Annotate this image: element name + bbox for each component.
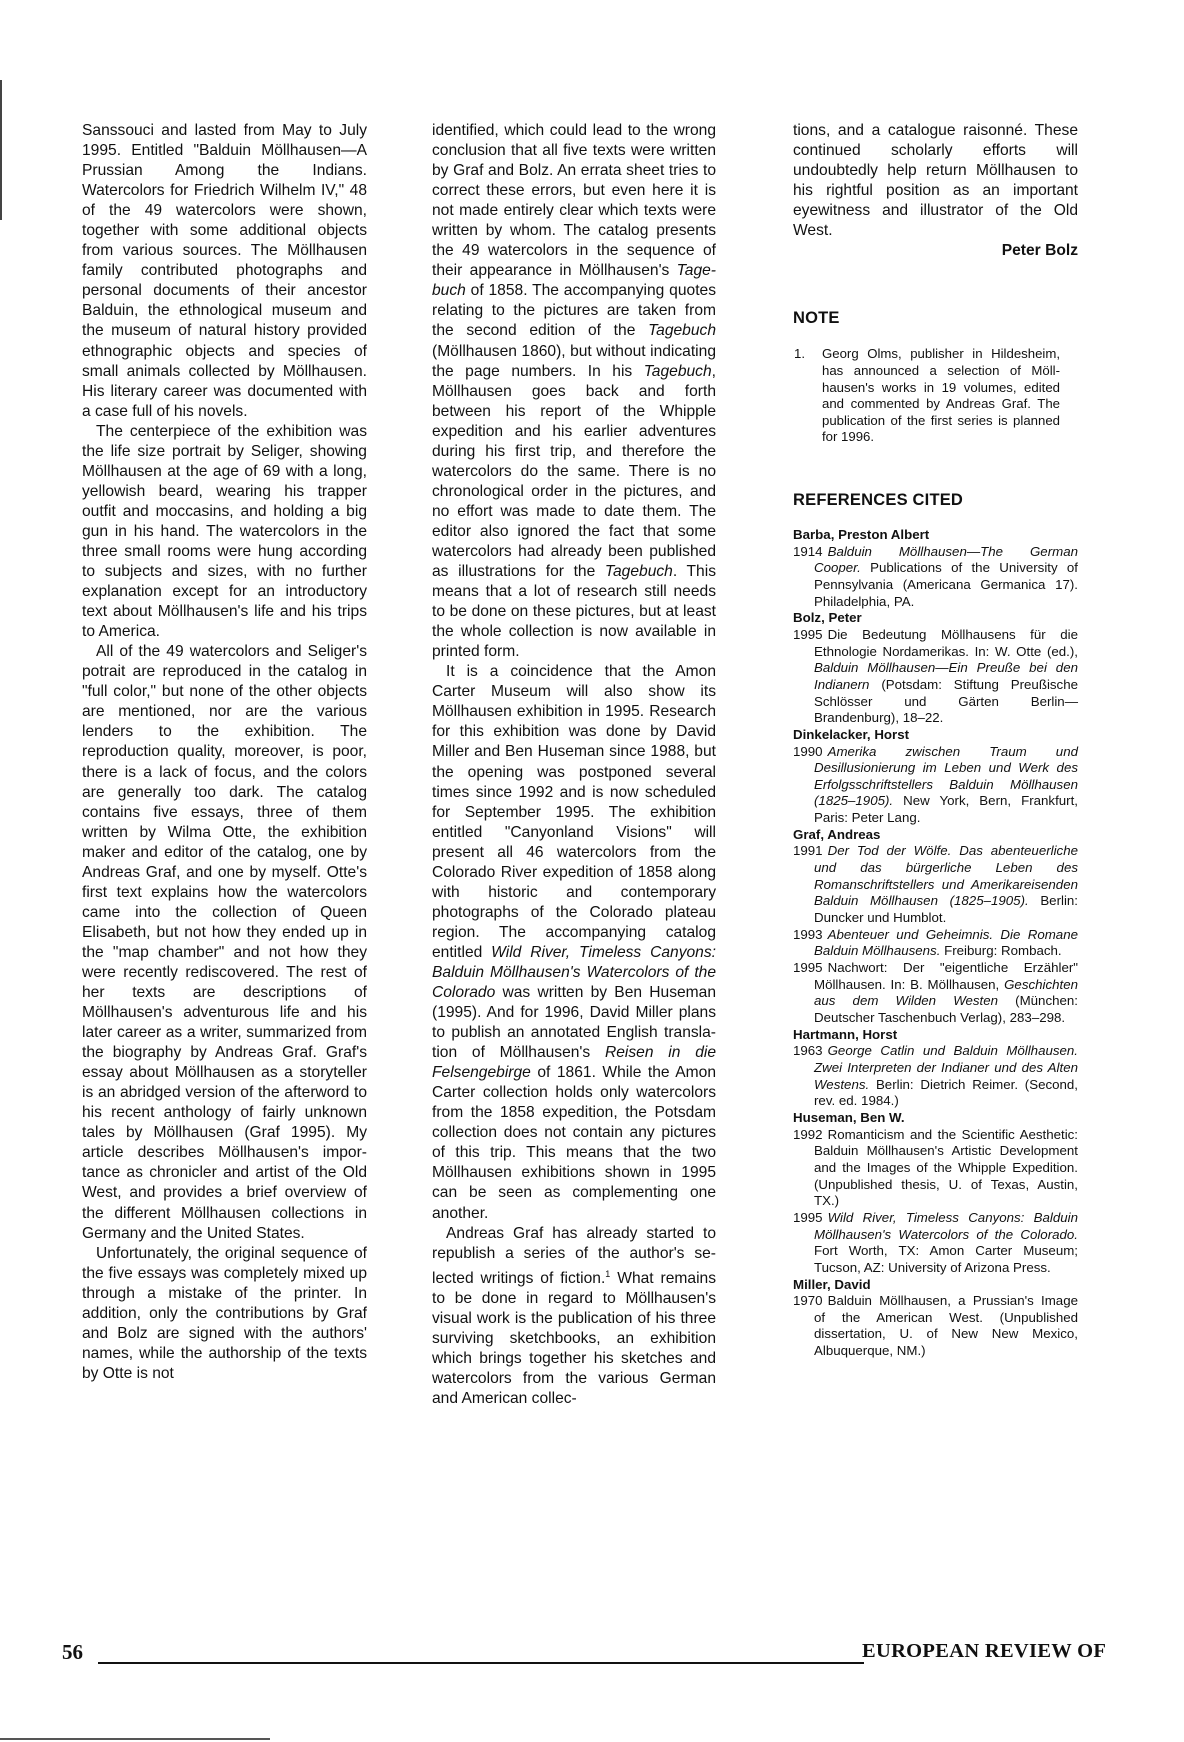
reference-author: Huseman, Ben W. [793,1109,905,1125]
author-signature: Peter Bolz [1001,242,1078,260]
column-1 [82,121,367,1384]
paragraph: tions, and a catalogue raisonné. These continued scholarly efforts will undoubtedly help return Möllhausen to his rightful position as an important eyewitness and illustrator of the Old West. [793,122,1078,240]
references-heading: REFERENCES CITED [793,490,964,509]
column-3 [793,121,1078,1360]
paragraph: The centerpiece of the exhibition was the life size portrait by Seliger, showing Möllhausen at the age of 69 with a long, yellowish beard, wearing his trapper outfit and moccasins, and holding a big gun in his hand. The watercolors in the three small rooms were hung according to subjects and sizes, with no further explanation except for an introductory text about Möllhausen's life and his trips to America. [82,422,367,641]
note-heading: NOTE [793,309,840,328]
reference-entry: 1970 Balduin Möllhausen, a Prussian's Image of the American West. (Unpublished dissertation, U. of New New Mexico, Albuquerque, NM.) [793,1293,1078,1359]
reference-author: Barba, Preston Albert [793,526,930,542]
footnote [793,346,1078,446]
scan-edge-mark [0,1738,270,1740]
paragraph: Sanssouci and lasted from May to July 1995. Entitled "Balduin Möllhausen—A Prussian Among the Indians. Watercolors for Friedrich Wilhelm IV," 48 of the 49 watercolors were shown, together with some additional objects from various sources. The Möllhausen family contributed photographs and personal documents of their ancestor Balduin, the ethnological museum and the museum of natural history provided ethnographic objects and species of small animals collected by Möllhausen. His literary career was documented with a case full of his novels. [82,122,367,420]
reference-entry: 1993 Abenteuer und Geheimnis. Die Romane Balduin Möllhausens. Freiburg: Rombach. [793,926,1078,959]
reference-entry: 1995 Nachwort: Der "eigentliche Erzähler" Möllhausen. In: B. Möllhausen, Geschichten aus dem Wilden Westen (München: Deutscher Taschenbuch Verlag), 283–298. [793,960,1078,1026]
reference-author: Dinkelacker, Horst [793,726,910,742]
paragraph: Unfortunately, the original sequence of the five essays was completely mixed up through a mistake of the printer. In addition, only the contributions by Graf and Bolz are signed with the authors' names, while the authorship of the texts by Otte is not [82,1244,367,1382]
journal-title: EUROPEAN REVIEW OF [862,1640,1107,1662]
paragraph: All of the 49 watercolors and Seliger's potrait are reproduced in the catalog in "full color," but none of the other objects are mentioned, nor are the various lenders to the exhibition. The reproduction quality, moreover, is poor, there is a lack of focus, and the colors are generally too dark. The catalog contains five essays, three of them written by Wilma Otte, the exhibition maker and editor of the catalog, one by Andreas Graf, and one by myself. Otte's first text explains how the watercolors came into the collection of Queen Elisabeth, but not how they ended up in the "map chamber" and not how they were recently rediscovered. The rest of her texts are descriptions of Möllhausen's adventurous life and his later career as a writer, summarized from the biography by Andreas Graf. Graf's essay about Möllhausen as a storyteller is an abridged version of the afterword to his recent anthology of fairly unknown tales by Möllhausen (Graf 1995). My article describes Möllhausen's importance as chronicler and artist of the Old West, and provides a brief overview of the different Möllhausen collections in Germany and the United States. [82,643,367,1242]
page-footer [62,1640,1122,1670]
footnote-text: Georg Olms, publisher in Hildesheim, has announced a selection of Möllhausen's works in 19 volumes, edited and commented by Andreas Graf. The publication of the first series is planned for 1996. [822,346,1060,445]
reference-entry: 1990 Amerika zwischen Traum und Desillusionierung im Leben und Werk des Erfolgsschriftstellers Balduin Möllhausen (1825–1905). New York, Bern, Frankfurt, Paris: Peter Lang. [793,743,1078,826]
reference-author: Bolz, Peter [793,610,862,626]
reference-entry: 1914 Balduin Möllhausen—The German Cooper. Publications of the University of Pennsylvania (Americana Germanica 17). Philadelphia, PA. [793,543,1078,609]
footnote-number: 1. [794,346,805,362]
reference-entry: 1995 Die Bedeutung Möllhausens für die Ethnologie Nordamerikas. In: W. Otte (ed.), Balduin Möllhausen—Ein Preuße bei den Indianern (Potsdam: Stiftung Preußische Schlösser und Gärten Berlin—Brandenburg), 18–22. [793,626,1078,726]
reference-entry: 1992 Romanticism and the Scientific Aesthetic: Balduin Möllhausen's Artistic Development and the Images of the Whipple Expedition. (Unpublished thesis, U. of Texas, Austin, TX.) [793,1126,1078,1209]
paragraph: Andreas Graf has already started to republish a series of the author's selected writings of fiction.$^1$ What remains to be done in regard to Möllhausen's visual work is the publication of his three surviving sketchbooks, an exhibition which brings together his sketches and watercolors from the various German and American collec- [432,1224,716,1408]
reference-author: Miller, David [793,1276,871,1292]
reference-author: Hartmann, Horst [793,1026,898,1042]
reference-entry: 1991 Der Tod der Wölfe. Das abenteuerliche und das bürgerliche Leben des Romanschriftstellers und Amerikareisenden Balduin Möllhausen (1825–1905). Berlin: Duncker und Humblot. [793,843,1079,926]
paragraph: It is a coincidence that the Amon Carter Museum will also show its Möllhausen exhibition in 1995. Research for this exhibition was done by David Miller and Ben Huseman since 1988, but the opening was postponed several times since 1992 and is now scheduled for September 1995. The exhibition entitled "Canyonland Visions" will present all 46 watercolors from the Colorado River expedition of 1858 along with historic and contemporary photographs of the Colorado plateau region. The accompanying catalog entitled Wild River, Timeless Canyons: Balduin Möllhausen's Watercolors of the Colorado was written by Ben Huseman (1995). And for 1996, David Miller plans to publish an annotated English translation of Möllhausen's Reisen in die Felsengebirge of 1861. While the Amon Carter collection holds only watercolors from the 1858 expedition, the Potsdam collection does not contain any pictures of this trip. This means that the two Möllhausen exhibitions shown in 1995 can be seen as complementing one another. [432,663,717,1222]
footnote-marker[interactable]: 1 [605,1268,611,1279]
references-list [793,527,1078,1360]
page-number: 56 [62,1640,83,1664]
reference-entry: 1963 George Catlin und Balduin Möllhausen. Zwei Interpreten der Indianer und des Alten Westens. Berlin: Dietrich Reimer. (Second, rev. ed. 1984.) [793,1043,1078,1109]
reference-author: Graf, Andreas [793,826,881,842]
reference-entry: 1995 Wild River, Timeless Canyons: Balduin Möllhausen's Watercolors of the Colorado. Fort Worth, TX: Amon Carter Museum; Tucson, AZ: University of Arizona Press. [793,1209,1078,1275]
footer-rule [98,1662,864,1664]
column-2 [432,121,716,1409]
paragraph: identified, which could lead to the wrong conclusion that all five texts were written by Graf and Bolz. An errata sheet tries to correct these errors, but even here it is not made entirely clear which texts were written by whom. The catalog presents the 49 watercolors in the sequence of their appearance in Möllhausen's Tagebuch of 1858. The accompanying quotes relating to the pictures are taken from the second edition of the Tagebuch (Möllhausen 1860), but without indicating the page numbers. In his Tagebuch, Möllhausen goes back and forth between his report of the Whipple expedition and his earlier adventures during his first trip, and therefore the watercolors do the same. There is no chronological order in the pictures, and no effort was made to date them. The editor also ignored the fact that some watercolors had already been published as illustrations for the Tagebuch. This means that a lot of research still needs to be done on these pictures, but at least the whole collection is now available in printed form. [432,122,716,661]
scan-edge-mark [0,80,2,220]
